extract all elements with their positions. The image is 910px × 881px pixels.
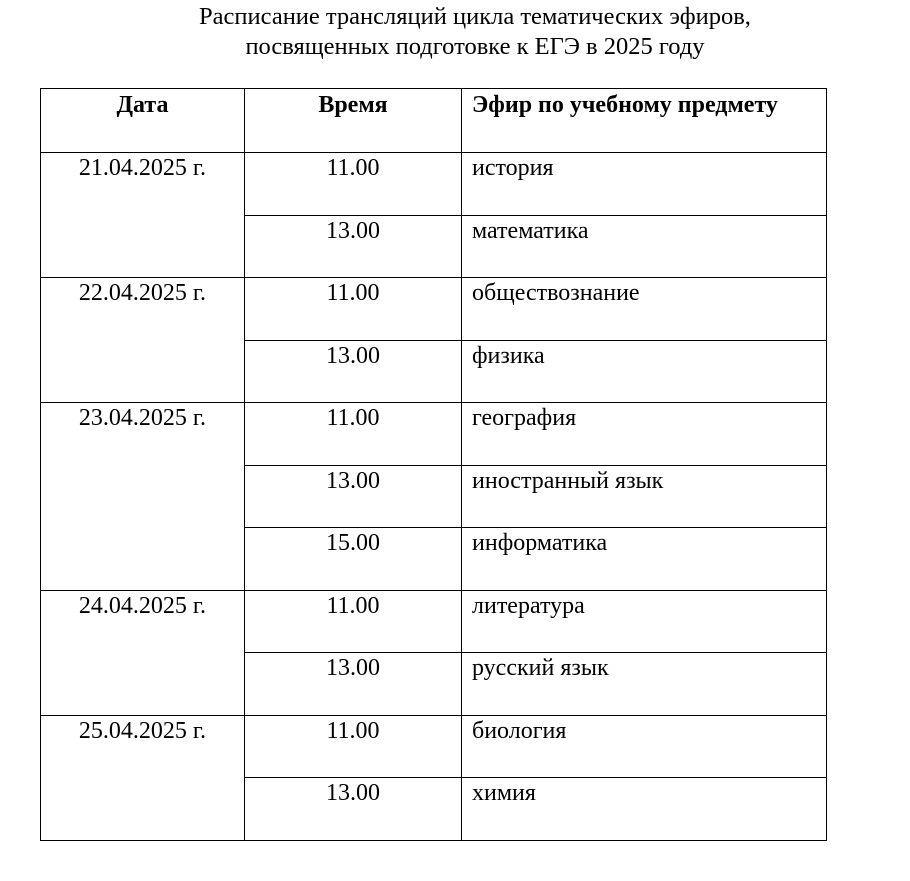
document-title [0, 2, 910, 62]
subject-cell: иностранный язык [462, 465, 827, 528]
date-cell: 24.04.2025 г. [41, 590, 245, 715]
time-cell: 15.00 [245, 528, 462, 591]
time-cell: 13.00 [245, 465, 462, 528]
time-cell: 13.00 [245, 215, 462, 278]
table-row [41, 715, 827, 778]
header-time: Время [245, 89, 462, 153]
subject-cell: химия [462, 778, 827, 841]
table-row [41, 590, 827, 653]
time-cell: 11.00 [245, 153, 462, 216]
subject-cell: физика [462, 340, 827, 403]
date-cell: 25.04.2025 г. [41, 715, 245, 840]
table-row [41, 278, 827, 341]
time-cell: 11.00 [245, 278, 462, 341]
header-row [41, 89, 827, 153]
date-cell: 21.04.2025 г. [41, 153, 245, 278]
time-cell: 11.00 [245, 403, 462, 466]
time-cell: 11.00 [245, 590, 462, 653]
time-cell: 11.00 [245, 715, 462, 778]
subject-cell: обществознание [462, 278, 827, 341]
subject-cell: математика [462, 215, 827, 278]
time-cell: 13.00 [245, 340, 462, 403]
header-subject: Эфир по учебному предмету [462, 89, 827, 153]
subject-cell: биология [462, 715, 827, 778]
date-cell: 23.04.2025 г. [41, 403, 245, 591]
time-cell: 13.00 [245, 778, 462, 841]
schedule-table [40, 88, 827, 841]
date-cell: 22.04.2025 г. [41, 278, 245, 403]
subject-cell: география [462, 403, 827, 466]
subject-cell: информатика [462, 528, 827, 591]
subject-cell: русский язык [462, 653, 827, 716]
title-line-2: посвященных подготовке к ЕГЭ в 2025 году [245, 33, 705, 60]
subject-cell: литература [462, 590, 827, 653]
subject-cell: история [462, 153, 827, 216]
table-row [41, 403, 827, 466]
header-date: Дата [41, 89, 245, 153]
table-row [41, 153, 827, 216]
title-line-1: Расписание трансляций цикла тематических эфиров, [199, 3, 751, 30]
time-cell: 13.00 [245, 653, 462, 716]
